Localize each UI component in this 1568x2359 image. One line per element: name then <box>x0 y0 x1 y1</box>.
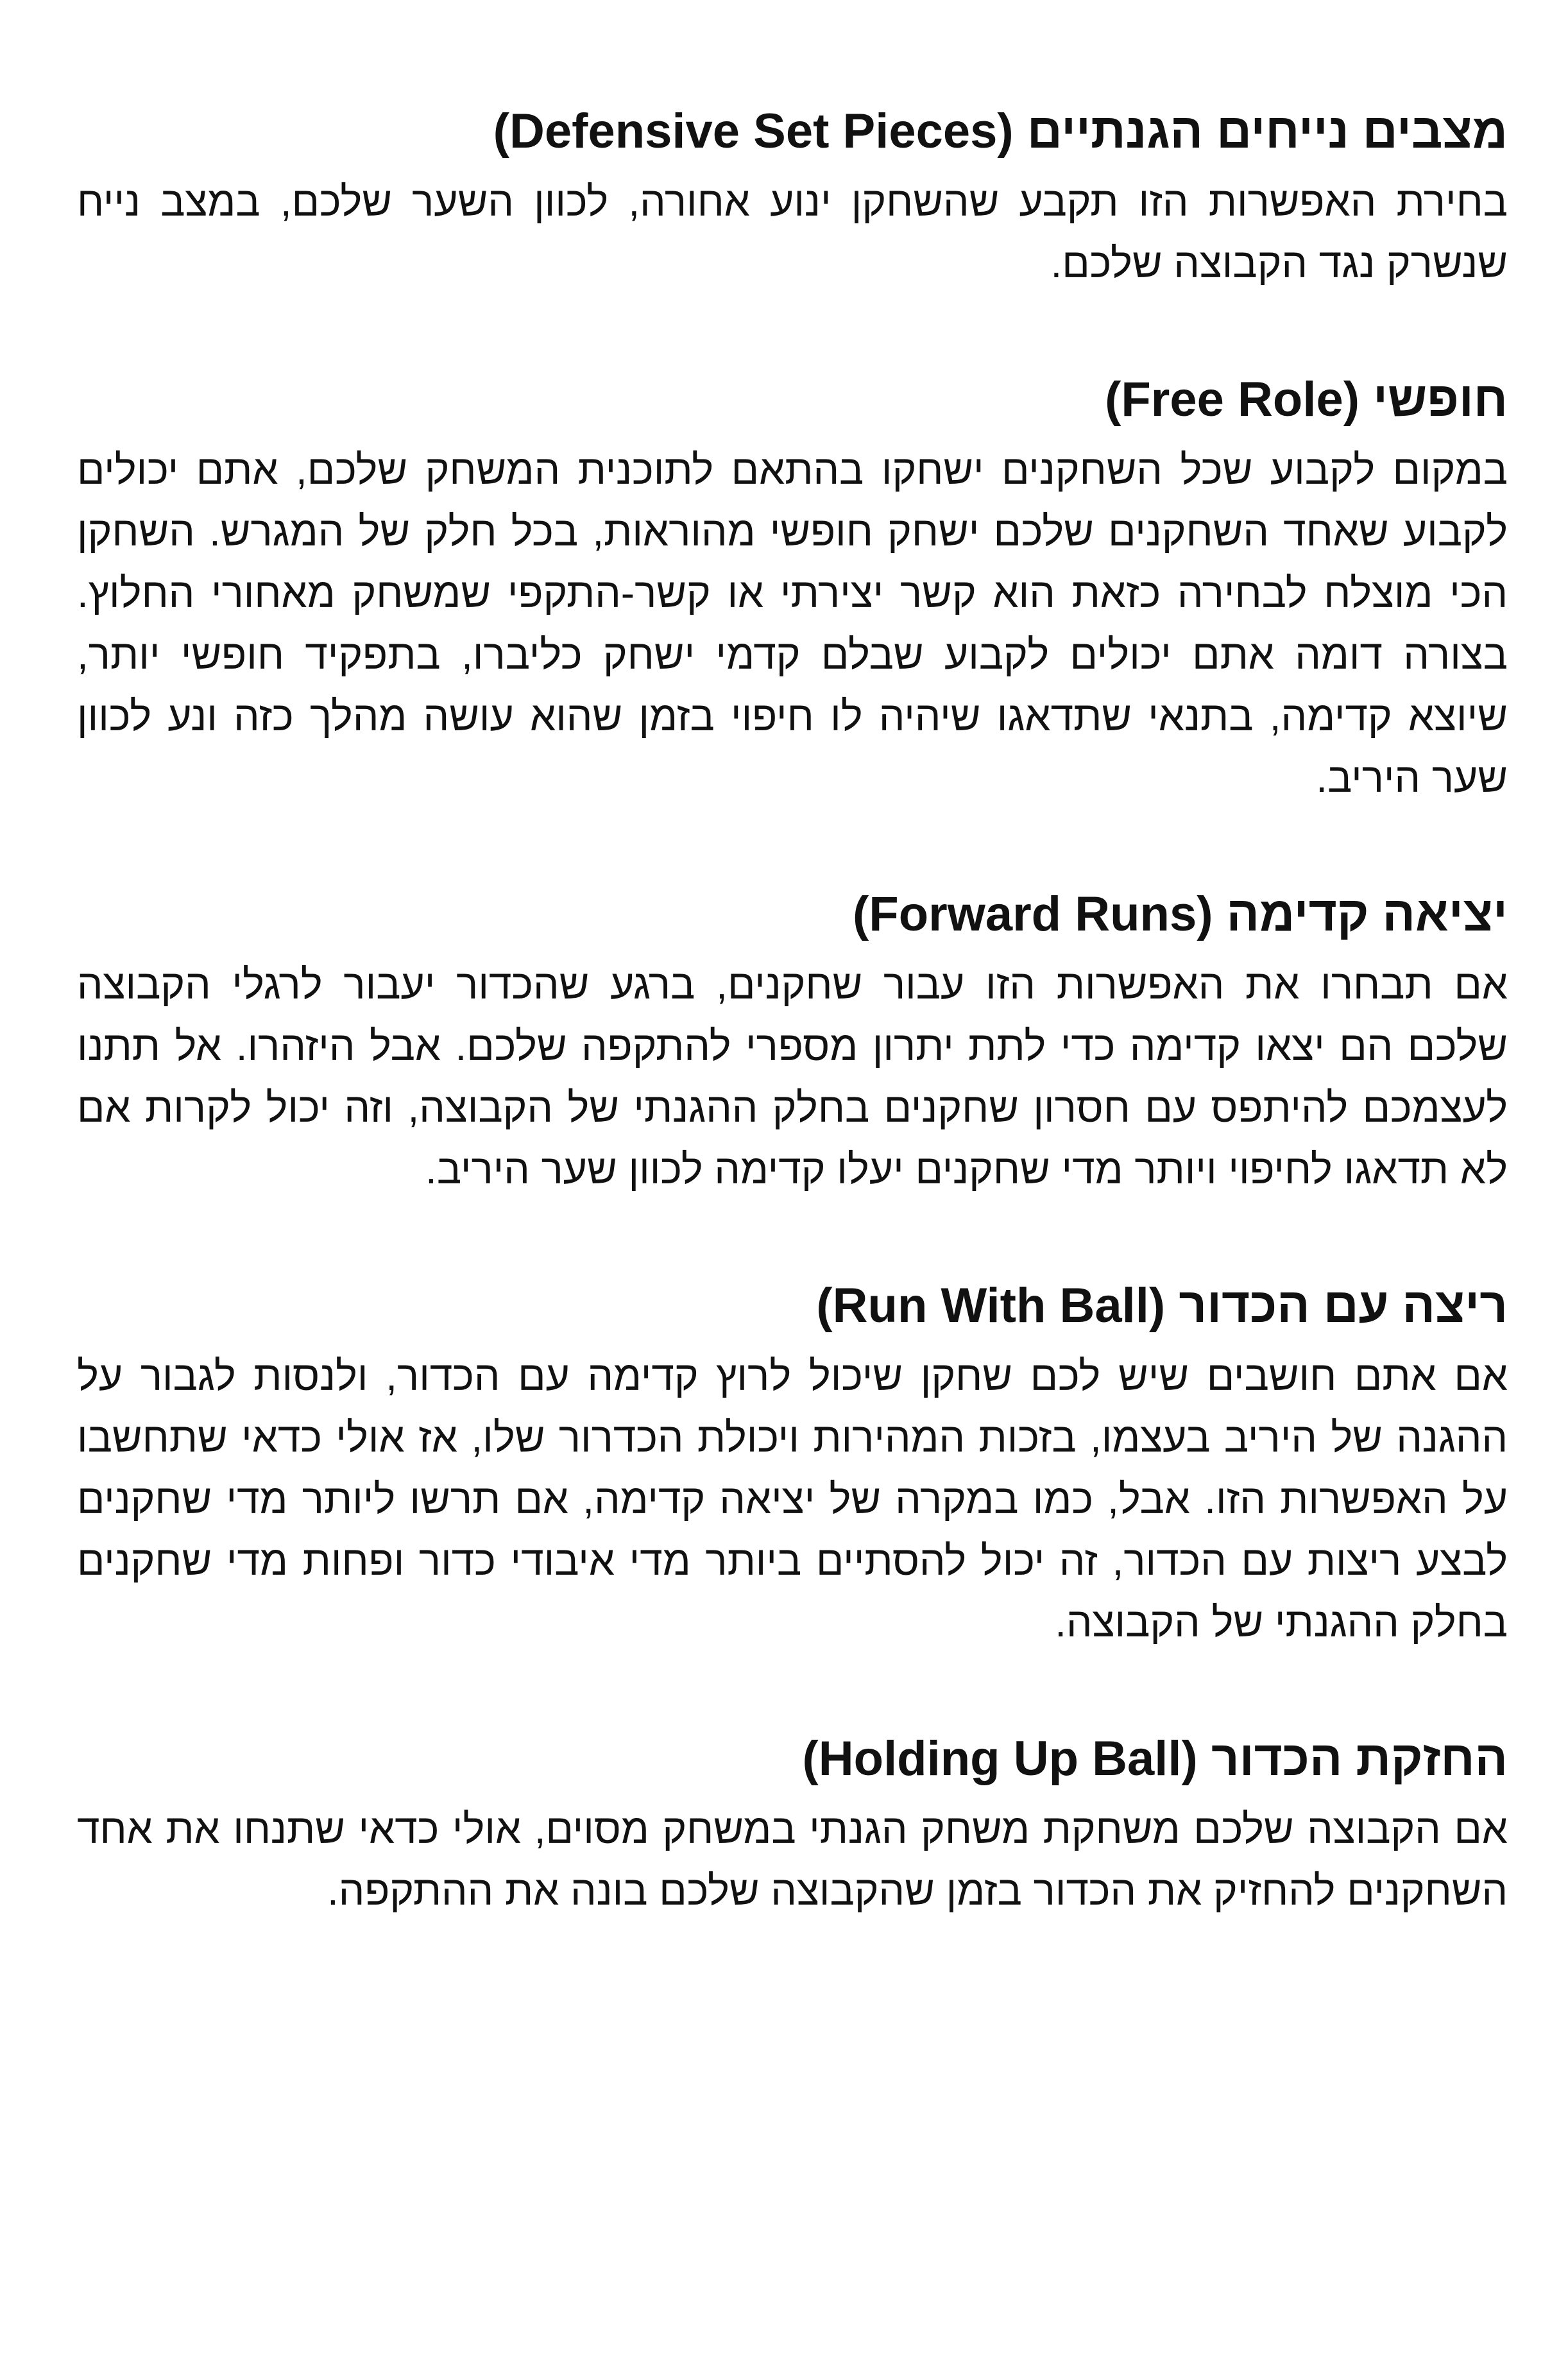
heading-english: (Run With Ball) <box>816 1278 1166 1333</box>
document-page <box>77 96 1508 1992</box>
heading-english: (Defensive Set Pieces) <box>493 104 1014 159</box>
section-heading <box>77 365 1508 435</box>
section-heading <box>77 1271 1508 1341</box>
heading-hebrew: החזקת הכדור <box>1211 1731 1508 1786</box>
section-holding-up-ball <box>77 1724 1508 1921</box>
section-defensive-set-pieces <box>77 96 1508 294</box>
section-body: אם הקבוצה שלכם משחקת משחק הגנתי במשחק מסוים, אולי כדאי שתנחו את אחד השחקנים להחזיק את הכדור בזמן שהקבוצה שלכם בונה את ההתקפה. <box>77 1806 1508 1914</box>
heading-english: (Free Role) <box>1105 372 1360 427</box>
section-forward-runs <box>77 879 1508 1200</box>
section-heading <box>77 96 1508 167</box>
heading-hebrew: חופשי <box>1373 372 1508 427</box>
section-body: בחירת האפשרות הזו תקבע שהשחקן ינוע אחורה, לכוון השער שלכם, במצב נייח שנשרק נגד הקבוצה שלכם. <box>77 178 1508 286</box>
section-free-role <box>77 365 1508 809</box>
heading-hebrew: ריצה עם הכדור <box>1179 1278 1508 1333</box>
heading-hebrew: יציאה קדימה <box>1226 887 1508 941</box>
section-body: אם תבחרו את האפשרות הזו עבור שחקנים, ברגע שהכדור יעבור לרגלי הקבוצה שלכם הם יצאו קדימה כדי לתת יתרון מספרי להתקפה שלכם. אבל היזהרו. אל תתנו לעצמכם להיתפס עם חסרון שחקנים בחלק ההגנתי של הקבוצה, וזה יכול לקרות אם לא תדאגו לחיפוי ויותר מדי שחקנים יעלו קדימה לכוון שער היריב. <box>77 961 1508 1192</box>
section-heading <box>77 879 1508 950</box>
section-run-with-ball <box>77 1271 1508 1653</box>
heading-english: (Forward Runs) <box>852 887 1213 941</box>
section-heading <box>77 1724 1508 1794</box>
section-body: במקום לקבוע שכל השחקנים ישחקו בהתאם לתוכנית המשחק שלכם, אתם יכולים לקבוע שאחד השחקנים שלכם ישחק חופשי מהוראות, בכל חלק של המגרש. השחקן הכי מוצלח לבחירה כזאת הוא קשר יצירתי או קשר-התקפי שמשחק מאחורי החלוץ. בצורה דומה אתם יכולים לקבוע שבלם קדמי ישחק כליברו, בתפקיד חופשי יותר, שיוצא קדימה, בתנאי שתדאגו שיהיה לו חיפוי בזמן שהוא עושה מהלך כזה ונע לכוון שער היריב. <box>77 447 1508 801</box>
heading-english: (Holding Up Ball) <box>802 1731 1198 1786</box>
section-body: אם אתם חושבים שיש לכם שחקן שיכול לרוץ קדימה עם הכדור, ולנסות לגבור על ההגנה של היריב בעצמו, בזכות המהירות ויכולת הכדרור שלו, אז אולי כדאי שתחשבו על האפשרות הזו. אבל, כמו במקרה של יציאה קדימה, אם תרשו ליותר מדי שחקנים לבצע ריצות עם הכדור, זה יכול להסתיים ביותר מדי איבודי כדור ופחות מדי שחקנים בחלק ההגנתי של הקבוצה. <box>77 1353 1508 1645</box>
heading-hebrew: מצבים נייחים הגנתיים <box>1027 104 1508 159</box>
